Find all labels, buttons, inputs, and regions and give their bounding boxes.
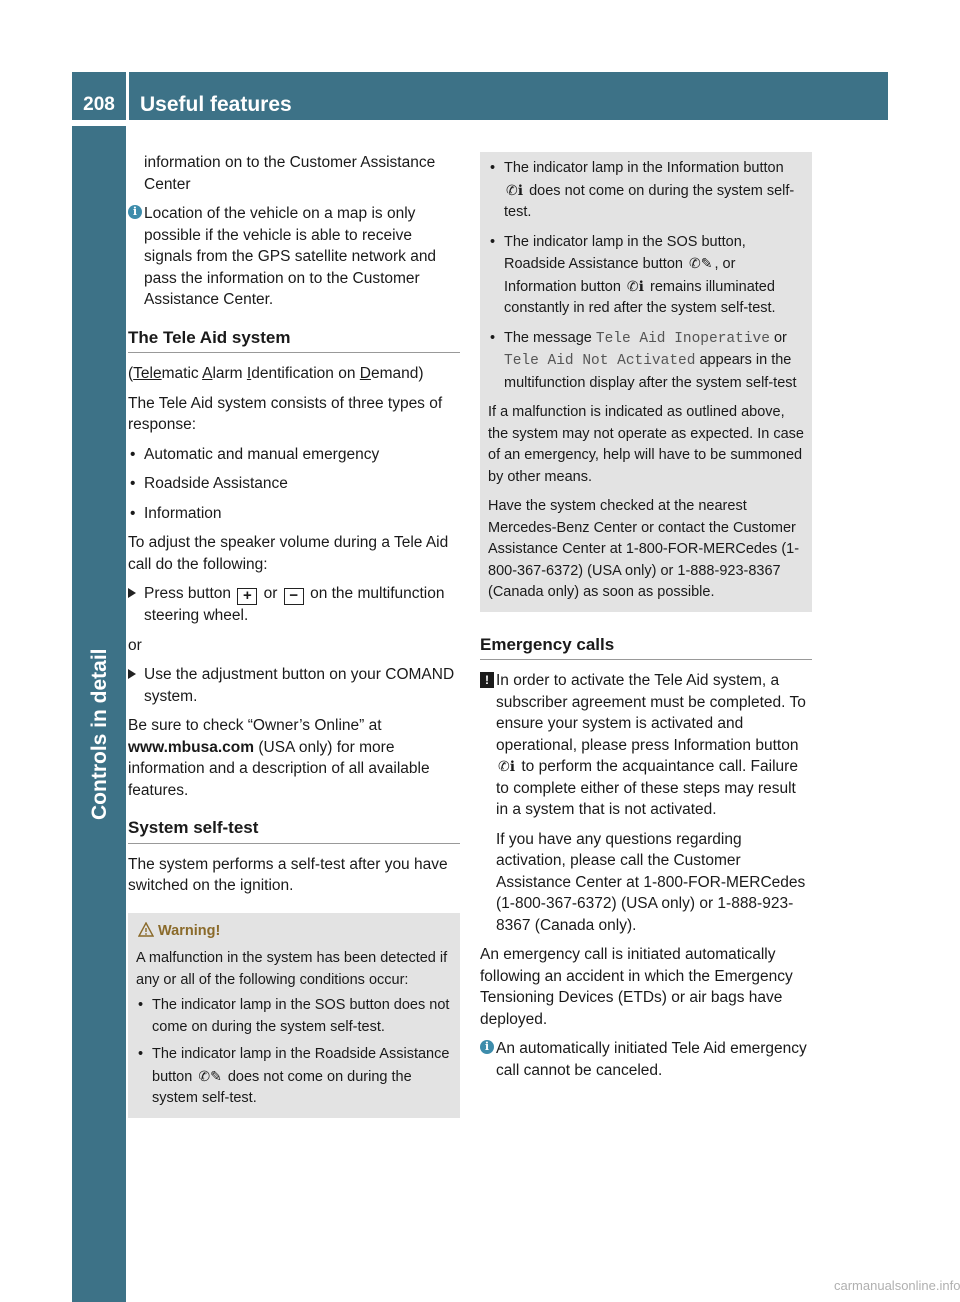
display-message: Tele Aid Inoperative (595, 330, 770, 347)
important-note: ! In order to activate the Tele Aid system, a subscriber agreement must be completed. To ensure your system is activated and operational, please press Information button ✆ℹ to perform the acquaintance call. Failure to complete either of these steps may result in a system that is not activated. (480, 670, 812, 821)
paragraph: The Tele Aid system consists of three types of response: (128, 394, 443, 433)
section-title: Useful features (140, 93, 292, 116)
paragraph: Have the system checked at the nearest Mercedes-Benz Center or contact the Customer Assistance Center at 1-800-FOR-MERCedes (1-800-367-6372) (USA only) or 1-888-923-8367 (Canada only) as soon as possible. (488, 498, 800, 600)
minus-key-icon: − (284, 588, 304, 605)
warning-text: A malfunction in the system has been detected if any or all of the following conditions occur: (136, 950, 448, 988)
list-item: • The indicator lamp in the SOS button does not come on during the system self-test. (138, 997, 450, 1035)
info-text: Location of the vehicle on a map is only possible if the vehicle is able to receive signals from the GPS satellite network and pass the information on to the Customer Assistance Center. (144, 205, 437, 308)
arrow-icon (128, 669, 136, 679)
page-number: 208 (83, 94, 115, 115)
website-link[interactable]: www.mbusa.com (128, 738, 255, 756)
paragraph: To adjust the speaker volume during a Tele Aid call do the following: (128, 534, 449, 573)
list-item: • The indicator lamp in the SOS button, Roadside Assistance button ✆✎ , or Information button ✆ℹ remains illuminated constantly in red after the system self-test. (490, 233, 776, 316)
info-icon: i (128, 205, 142, 219)
roadside-button-icon: ✆✎ (688, 255, 713, 271)
warning-box (128, 913, 460, 1118)
information-button-icon: ✆ℹ (498, 758, 516, 774)
roadside-button-icon: ✆✎ (198, 1067, 222, 1084)
info-icon: i (480, 1040, 494, 1054)
heading-tele-aid: The Tele Aid system (128, 327, 460, 354)
list-item: • Automatic and manual emergency (130, 445, 380, 463)
display-message: Tele Aid Not Activated (504, 353, 696, 369)
information-button-icon: ✆ℹ (506, 181, 524, 198)
footer-watermark: carmanualsonline.info (834, 1278, 960, 1293)
paragraph: If a malfunction is indicated as outlined above, the system may not operate as expected. In case of an emergency, help will have to be summoned by other means. (488, 404, 804, 485)
list-item: • The indicator lamp in the Information button ✆ℹ does not come on during the system self-test. (490, 160, 795, 220)
heading-self-test: System self-test (128, 817, 460, 844)
list-item: • Roadside Assistance (130, 475, 288, 492)
list-item: • Information (130, 504, 222, 522)
paragraph: An emergency call is initiated automatically following an accident in which the Emergency Tensioning Devices (ETDs) or air bags have deployed. (480, 946, 793, 1028)
left-column (128, 152, 460, 1118)
side-tab-label: Controls in detail (88, 648, 111, 820)
plus-key-icon: + (237, 588, 257, 605)
warning-title: Warning! (136, 921, 452, 943)
information-button-icon: ✆ℹ (626, 277, 644, 294)
paragraph: information on to the Customer Assistance Center (144, 154, 436, 193)
warning-icon (138, 922, 154, 938)
paragraph: or (128, 636, 142, 654)
info-note (128, 203, 460, 311)
exclamation-icon: ! (480, 672, 494, 688)
instruction-step: Press button + or − on the multifunction steering wheel. (128, 583, 460, 627)
paragraph: If you have any questions regarding activation, please call the Customer Assistance Center at 1-800-FOR-MERCedes (1-800-367-6372) (USA only) or 1-888-923-8367 (Canada only). (496, 830, 806, 934)
instruction-step: Use the adjustment button on your COMAND system. (128, 664, 460, 707)
acronym-line: (Telematic Alarm Identification on Demand) (128, 365, 424, 382)
header-divider (126, 72, 129, 120)
right-column (480, 152, 812, 1089)
warning-box-continued (480, 152, 812, 612)
info-note: i An automatically initiated Tele Aid emergency call cannot be canceled. (480, 1038, 812, 1081)
paragraph: Be sure to check “Owner’s Online” at www.mbusa.com (USA only) for more information and a description of all available features. (128, 717, 430, 799)
paragraph: The system performs a self-test after you have switched on the ignition. (128, 855, 448, 894)
list-item: • The indicator lamp in the Roadside Assistance button ✆✎ does not come on during the system self-test. (138, 1046, 450, 1106)
list-item: • The message Tele Aid Inoperative or Tele Aid Not Activated appears in the multifunction display after the system self-test (490, 329, 797, 391)
arrow-icon (128, 588, 136, 598)
heading-emergency-calls: Emergency calls (480, 634, 812, 661)
